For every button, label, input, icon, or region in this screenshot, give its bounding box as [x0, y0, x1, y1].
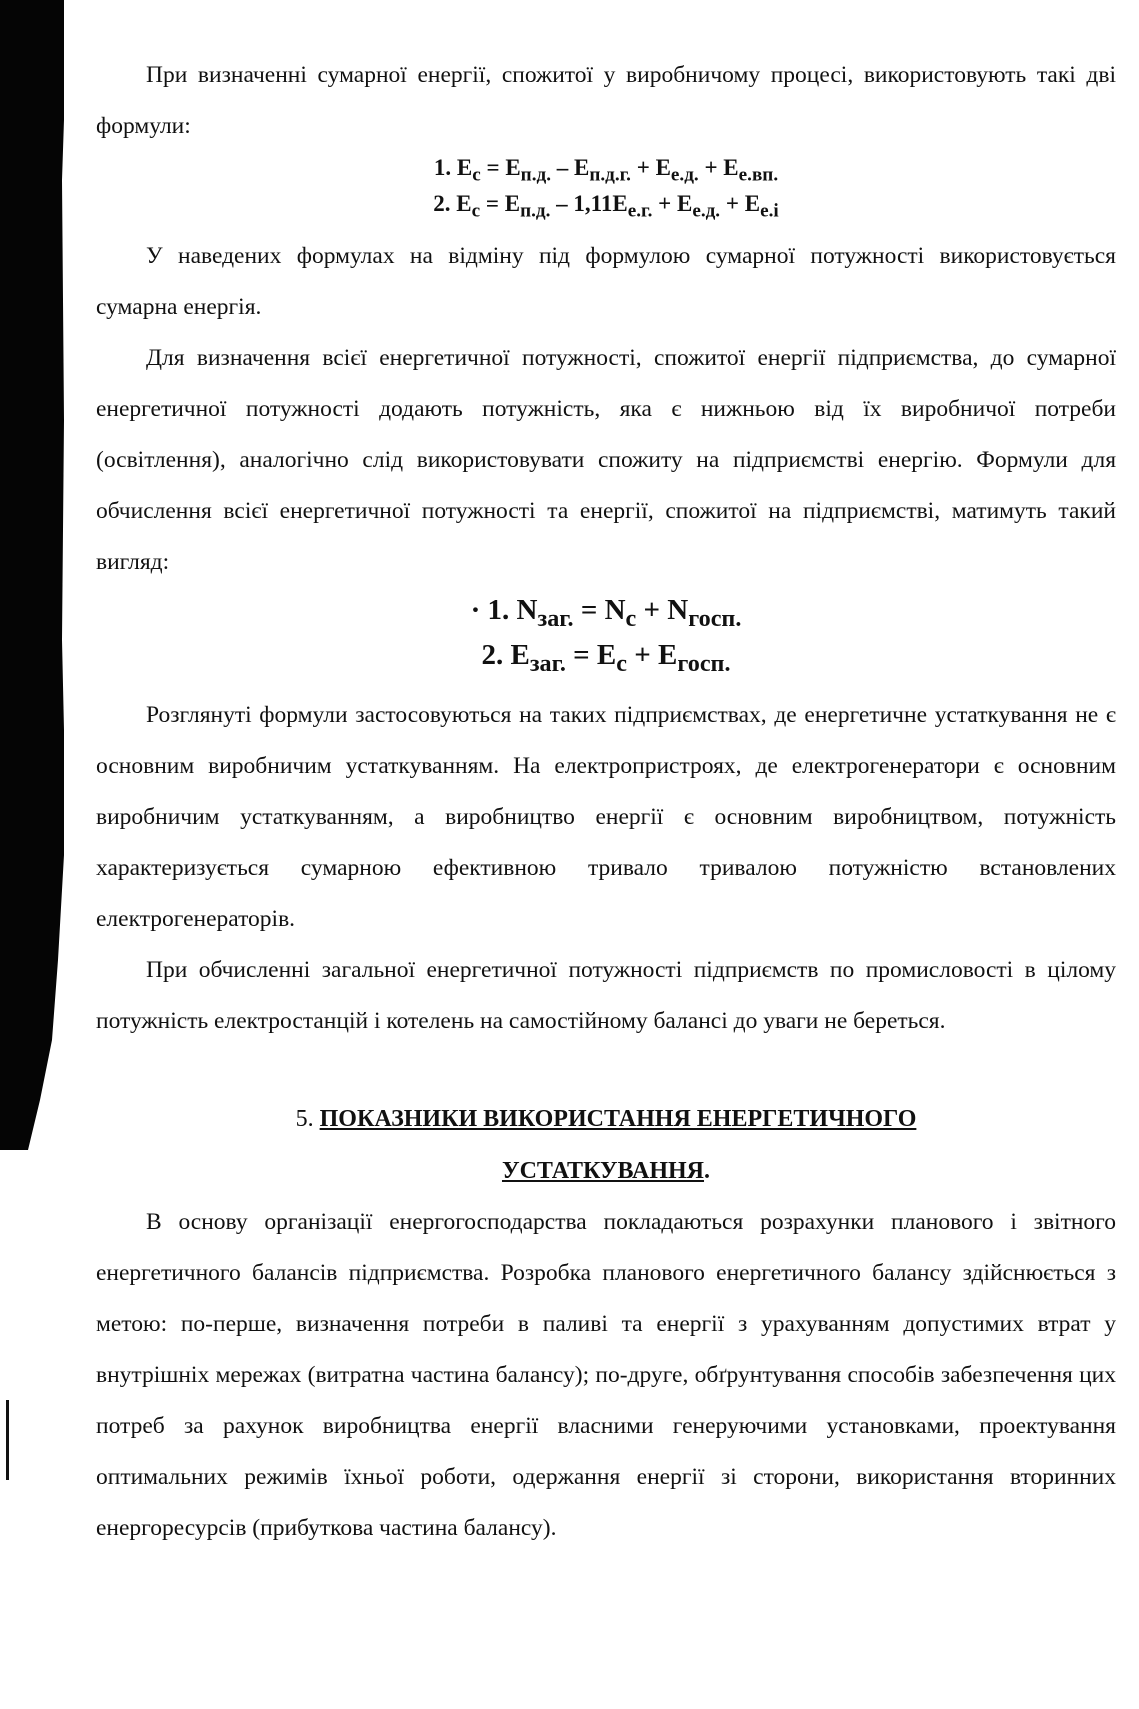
formula-total-1: · 1. $N_{заг.} = N_с + N_{госп.}$	[470, 594, 742, 632]
section-title-line2: УСТАТКУВАННЯ	[501, 1157, 705, 1184]
paragraph-total-power: Для визначення всієї енергетичної потужності, спожитої енергії підприємства, до сумарної енергетичної потужності додають потужність, яка є нижньою від їх виробничої потреби (освітлення), аналогічно слід використовувати спожиту на підприємстві енергію. Формули для обчислення всієї енергетичної потужності та енергії, спожитої на підприємстві, матимуть такий вигляд:	[96, 345, 1116, 576]
formula-energy-1: 1. $Е_с = Е_{п.д.} - Е_{п.д.г.} + Е_{е.д.} + Е_{е.вп.}$	[433, 155, 779, 186]
section-number: 5.	[295, 1105, 314, 1132]
formula-total-2: 2. $Е_{заг.} = Е_с + Е_{госп.}$	[481, 638, 731, 677]
paragraph-intro: При визначенні сумарної енергії, спожитої у виробничому процесі, використовують такі дві формули:	[96, 62, 1116, 139]
formula-energy-2: 2. $Е_с = Е_{п.д.} - 1,11Е_{е.г.} + Е_{е.д.} + Е_{е.і}$	[433, 190, 779, 222]
section-title-end: .	[704, 1157, 711, 1184]
paragraph-note: У наведених формулах на відміну під формулою сумарної потужності використовується сумарна енергія.	[96, 243, 1116, 321]
document-page	[96, 50, 1116, 1554]
paragraph-energy-balance: В основу організації енергогосподарства покладаються розрахунки планового і звітного енергетичного балансів підприємства. Розробка планового енергетичного балансу здійснюється з метою: по-перше, визначення потреби в паливі та енергії з урахуванням допустимих втрат у внутрішніх мережах (витратна частина балансу); по-друге, обґрунтування способів забезпечення цих потреб за рахунок виробництва енергії власними генеруючими установками, проектування оптимальних режимів їхньої роботи, одержання енергії зі сторони, використання вторинних енергоресурсів (прибуткова частина балансу).	[96, 1208, 1116, 1541]
paragraph-calculation: При обчисленні загальної енергетичної потужності підприємств по промисловості в цілому потужність електростанцій і котелень на самостійному балансі до уваги не береться.	[96, 956, 1116, 1034]
energy-formulas	[96, 154, 1116, 225]
section-title-line1: ПОКАЗНИКИ ВИКОРИСТАННЯ ЕНЕРГЕТИЧНОГО	[319, 1105, 917, 1132]
scan-mark	[6, 1400, 9, 1480]
total-formulas	[96, 592, 1116, 682]
section-heading	[96, 1093, 1116, 1197]
scan-dark-edge	[0, 0, 64, 1150]
paragraph-application: Розглянуті формули застосовуються на таких підприємствах, де енергетичне устаткування не є основним виробничим устаткуванням. На електропристроях, де електрогенератори є основним виробничим устаткуванням, а виробництво енергії є основним виробництвом, потужність характеризується сумарною ефективною тривало тривалою потужністю встановлених електрогенераторів.	[96, 701, 1116, 932]
